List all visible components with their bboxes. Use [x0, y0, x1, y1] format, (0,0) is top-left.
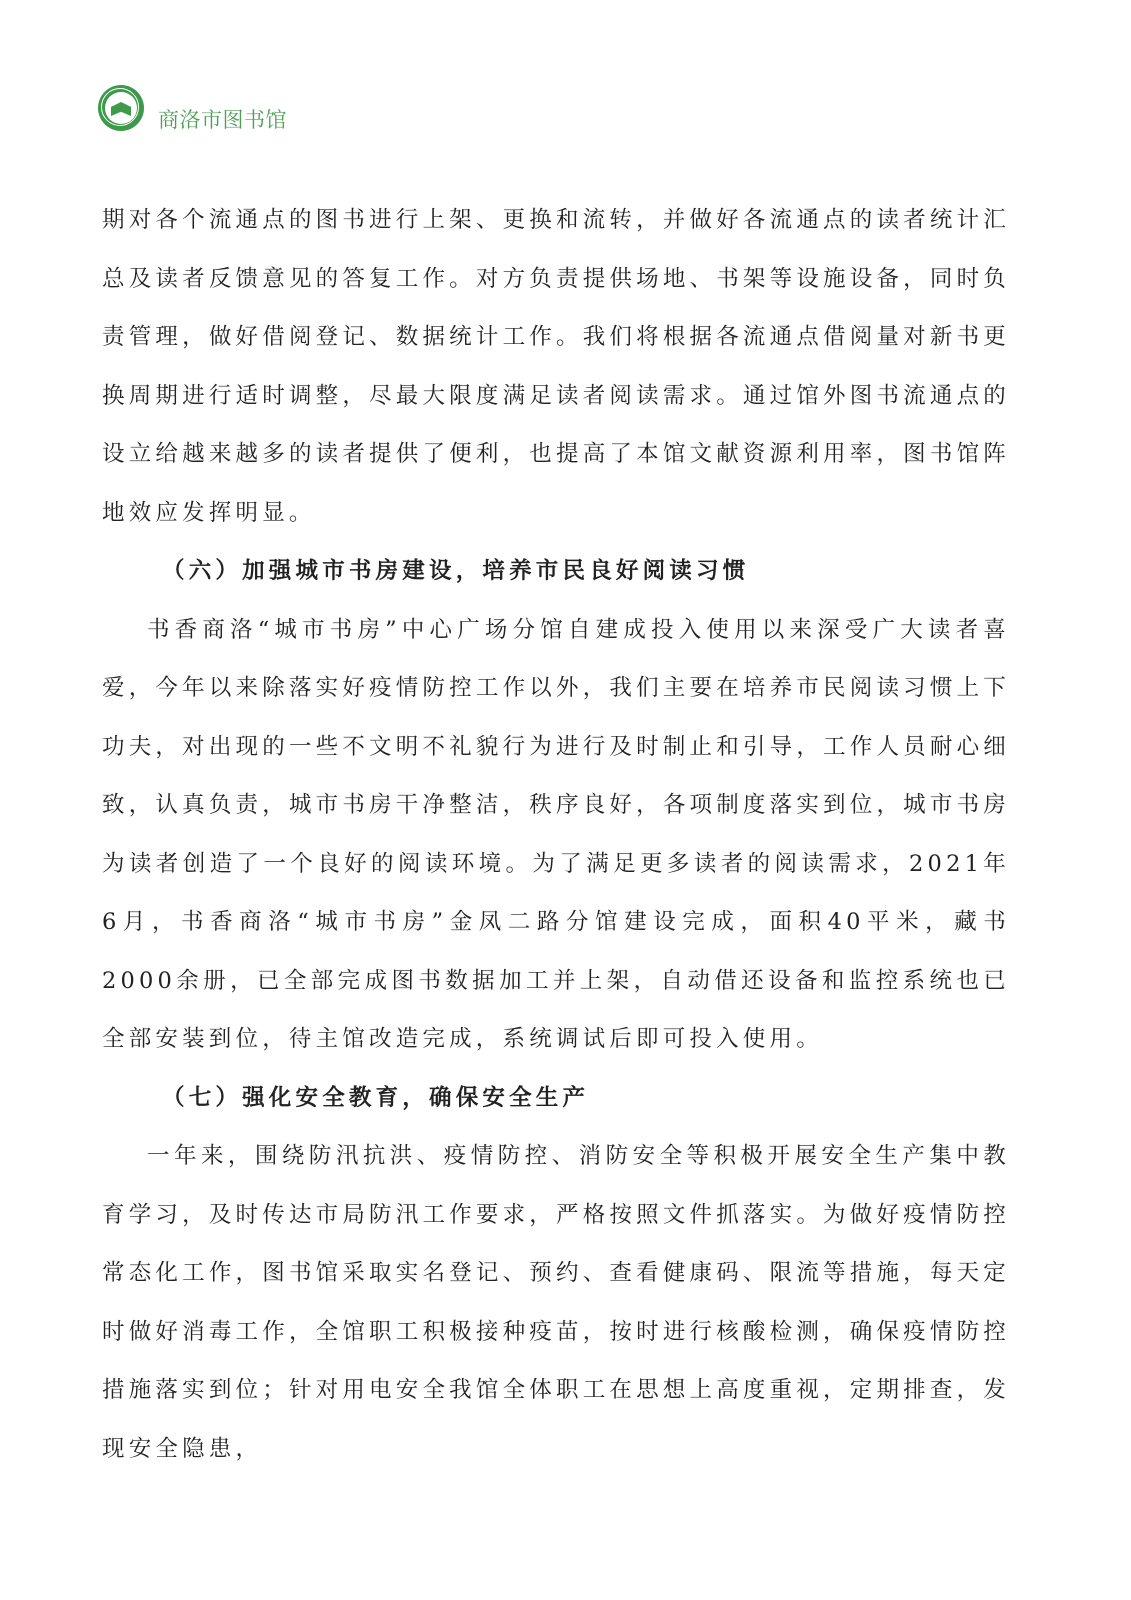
- paragraph-safety: 一年来，围绕防汛抗洪、疫情防控、消防安全等积极开展安全生产集中教育学习，及时传达市局防汛工作要求，严格按照文件抓落实。为做好疫情防控常态化工作，图书馆采取实名登记、预约、查看健康码、限流等措施，每天定时做好消毒工作，全馆职工积极接种疫苗，按时进行核酸检测，确保疫情防控措施落实到位；针对用电安全我馆全体职工在思想上高度重视，定期排查，发现安全隐患，: [102, 1143, 1010, 1462]
- page-header: [98, 84, 287, 132]
- section-heading-7: （七）强化安全教育，确保安全生产: [162, 1084, 590, 1111]
- paragraph-circulation: 期对各个流通点的图书进行上架、更换和流转，并做好各流通点的读者统计汇总及读者反馈意见的答复工作。对方负责提供场地、书架等设施设备，同时负责管理，做好借阅登记、数据统计工作。我们将根据各流通点借阅量对新书更换周期进行适时调整，尽最大限度满足读者阅读需求。通过馆外图书流通点的设立给越来越多的读者提供了便利，也提高了本馆文献资源利用率，图书馆阵地效应发挥明显。: [102, 207, 1010, 526]
- document-body: [102, 191, 1010, 1478]
- library-seal-icon: [98, 85, 144, 131]
- section-heading-6: （六）加强城市书房建设，培养市民良好阅读习惯: [162, 558, 750, 584]
- paragraph-city-study: 书香商洛“城市书房”中心广场分馆自建成投入使用以来深受广大读者喜爱，今年以来除落实好疫情防控工作以外，我们主要在培养市民阅读习惯上下功夫，对出现的一些不文明不礼貌行为进行及时制止和引导，工作人员耐心细致，认真负责，城市书房干净整洁，秩序良好，各项制度落实到位，城市书房为读者创造了一个良好的阅读环境。为了满足更多读者的阅读需求，2021年6月，书香商洛“城市书房”金凤二路分馆建设完成，面积40平米，藏书2000余册，已全部完成图书数据加工并上架，自动借还设备和监控系统也已全部安装到位，待主馆改造完成，系统调试后即可投入使用。: [102, 616, 1010, 1052]
- library-name: 商洛市图书馆: [158, 108, 287, 132]
